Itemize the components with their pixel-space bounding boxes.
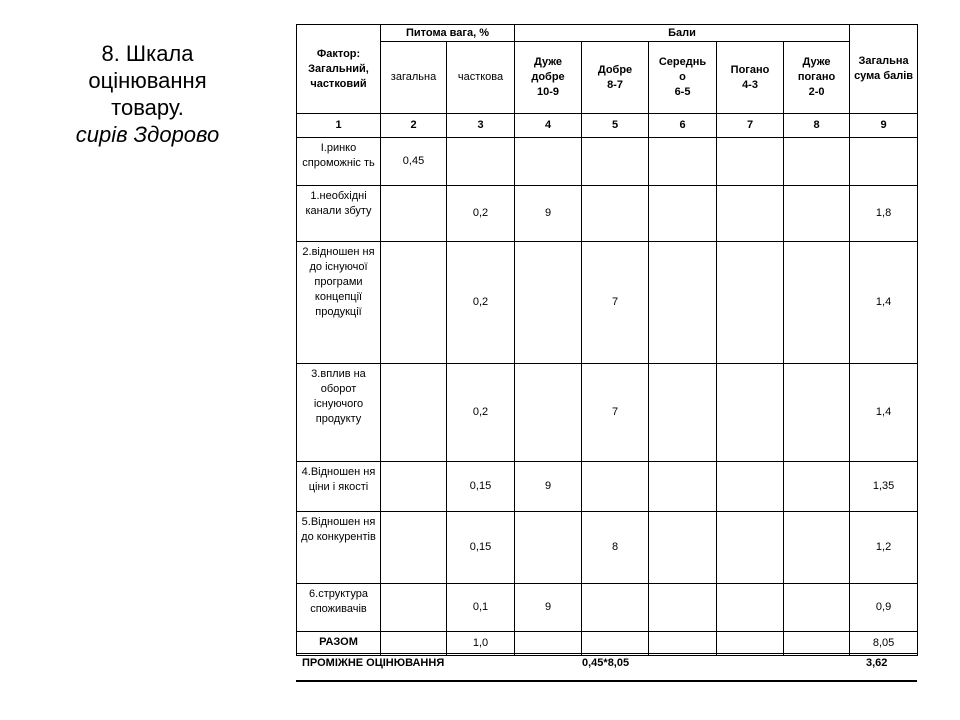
factor-cell: 6.структура споживачів: [297, 584, 381, 632]
sum-cell: 1,35: [850, 462, 918, 512]
column-number-row: [297, 114, 918, 138]
score-cell: [649, 242, 717, 364]
table-row: [297, 242, 918, 364]
title-line-4: сирів Здорово: [75, 122, 220, 147]
col-number: 7: [717, 114, 784, 138]
header-score-col: Погано 4-3: [717, 42, 784, 114]
score-cell: [717, 512, 784, 584]
col-number: 5: [582, 114, 649, 138]
table-row: [297, 364, 918, 462]
score-cell: [717, 138, 784, 186]
header-weight-total: загальна: [381, 42, 447, 114]
factor-cell: 5.Відношен ня до конкурентів: [297, 512, 381, 584]
total-weight-cell: [381, 462, 447, 512]
table-row: [297, 138, 918, 186]
header-weight-group: Питома вага, %: [381, 25, 515, 42]
partial-weight-cell: 0,2: [447, 186, 515, 242]
total-weight-cell: 0,45: [381, 138, 447, 186]
total-weight-cell: [381, 364, 447, 462]
title-line-3: товару.: [111, 95, 184, 120]
total-row: [297, 632, 918, 656]
intermediate-evaluation-row: [296, 653, 917, 682]
score-cell: [649, 512, 717, 584]
factor-cell: 4.Відношен ня ціни і якості: [297, 462, 381, 512]
score-cell: 8: [582, 512, 649, 584]
col-number: 4: [515, 114, 582, 138]
score-cell: 7: [582, 364, 649, 462]
sum-cell: 0,9: [850, 584, 918, 632]
score-cell: [717, 584, 784, 632]
header-weight-partial: часткова: [447, 42, 515, 114]
sum-cell: 1,2: [850, 512, 918, 584]
sum-cell: 1,8: [850, 186, 918, 242]
score-cell: [515, 364, 582, 462]
col-number: 9: [850, 114, 918, 138]
partial-weight-cell: [447, 138, 515, 186]
partial-weight-cell: 0,15: [447, 512, 515, 584]
table-row: [297, 186, 918, 242]
score-cell: [784, 186, 850, 242]
header-score-col: Середнь о 6-5: [649, 42, 717, 114]
partial-weight-cell: 0,2: [447, 364, 515, 462]
score-cell: [717, 632, 784, 656]
total-weight-cell: [381, 584, 447, 632]
total-row-sum: 8,05: [850, 632, 918, 656]
score-cell: [784, 242, 850, 364]
table-row: [297, 462, 918, 512]
score-cell: [717, 462, 784, 512]
partial-weight-cell: 0,2: [447, 242, 515, 364]
score-cell: [717, 242, 784, 364]
score-cell: [515, 632, 582, 656]
evaluation-table: [296, 24, 918, 656]
sum-cell: 1,4: [850, 364, 918, 462]
score-cell: 7: [582, 242, 649, 364]
score-cell: [649, 364, 717, 462]
header-score-col: Добре 8-7: [582, 42, 649, 114]
header-total: Загальна сума балів: [850, 25, 918, 114]
intermediate-result: 3,62: [866, 657, 888, 669]
total-weight-cell: [381, 632, 447, 656]
score-cell: [784, 632, 850, 656]
total-row-label: РАЗОМ: [297, 632, 381, 656]
partial-weight-cell: 0,15: [447, 462, 515, 512]
score-cell: [515, 138, 582, 186]
slide-title: [40, 40, 255, 148]
col-number: 3: [447, 114, 515, 138]
header-score-col: Дуже погано 2-0: [784, 42, 850, 114]
score-cell: [717, 364, 784, 462]
intermediate-formula: 0,45*8,05: [582, 657, 630, 669]
title-line-1: 8. Шкала: [101, 41, 194, 66]
score-cell: [784, 364, 850, 462]
score-cell: 9: [515, 462, 582, 512]
col-number: 8: [784, 114, 850, 138]
score-cell: [582, 186, 649, 242]
score-cell: [582, 138, 649, 186]
score-cell: [649, 462, 717, 512]
score-cell: [649, 632, 717, 656]
sum-cell: [850, 138, 918, 186]
score-cell: [649, 186, 717, 242]
factor-cell: 1.необхідні канали збуту: [297, 186, 381, 242]
score-cell: [649, 138, 717, 186]
score-cell: [717, 186, 784, 242]
factor-cell: 2.відношен ня до існуючої програми концепції продукції: [297, 242, 381, 364]
score-cell: [784, 584, 850, 632]
score-cell: [784, 138, 850, 186]
total-row-partial: 1,0: [447, 632, 515, 656]
score-cell: [649, 584, 717, 632]
score-cell: [515, 512, 582, 584]
score-cell: [784, 462, 850, 512]
table-row: [297, 584, 918, 632]
total-weight-cell: [381, 242, 447, 364]
score-cell: 9: [515, 186, 582, 242]
col-number: 6: [649, 114, 717, 138]
total-weight-cell: [381, 186, 447, 242]
score-cell: [582, 462, 649, 512]
col-number: 2: [381, 114, 447, 138]
score-cell: 9: [515, 584, 582, 632]
factor-cell: І.ринко спроможніс ть: [297, 138, 381, 186]
header-score-col: Дуже добре 10-9: [515, 42, 582, 114]
score-cell: [582, 632, 649, 656]
col-number: 1: [297, 114, 381, 138]
partial-weight-cell: 0,1: [447, 584, 515, 632]
score-cell: [515, 242, 582, 364]
table-row: [297, 512, 918, 584]
title-line-2: оцінювання: [88, 68, 207, 93]
intermediate-label: ПРОМІЖНЕ ОЦІНЮВАННЯ: [302, 657, 445, 669]
factor-cell: 3.вплив на оборот існуючого продукту: [297, 364, 381, 462]
score-cell: [582, 584, 649, 632]
score-cell: [784, 512, 850, 584]
sum-cell: 1,4: [850, 242, 918, 364]
header-factor: Фактор: Загальний, частковий: [297, 25, 381, 114]
total-weight-cell: [381, 512, 447, 584]
header-scores-group: Бали: [515, 25, 850, 42]
